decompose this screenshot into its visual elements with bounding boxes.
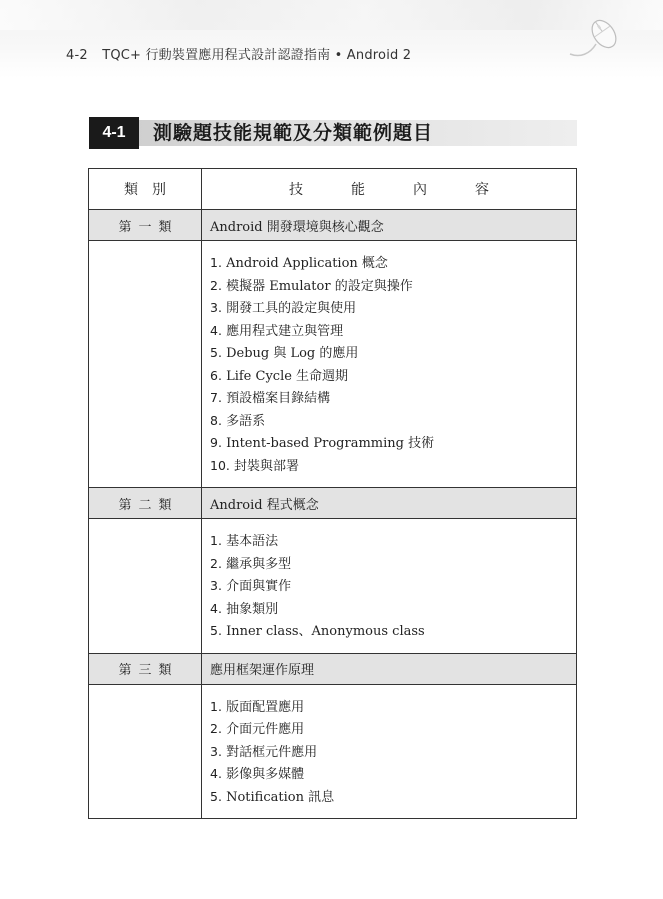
header-category: 類別 bbox=[89, 169, 202, 210]
category-name: 第一類 bbox=[89, 210, 202, 241]
category-name: 第二類 bbox=[89, 488, 202, 519]
list-item: 1. Android Application 概念 bbox=[210, 255, 388, 271]
section-title: 測驗題技能規範及分類範例題目 bbox=[153, 122, 434, 144]
header-content-char: 技 bbox=[289, 182, 303, 198]
category-row bbox=[89, 488, 577, 519]
list-item: 5. Notification 訊息 bbox=[210, 788, 335, 805]
empty-cell bbox=[89, 684, 202, 819]
category-row bbox=[89, 210, 577, 241]
list-item: 9. Intent-based Programming 技術 bbox=[210, 435, 435, 451]
page-header-band bbox=[0, 0, 663, 78]
list-item: 3. 開發工具的設定與使用 bbox=[210, 300, 357, 316]
category-items-row bbox=[89, 241, 577, 488]
skills-spec-table bbox=[88, 168, 577, 819]
list-item: 5. Debug 與 Log 的應用 bbox=[210, 345, 359, 361]
category-description: Android 程式概念 bbox=[202, 488, 577, 519]
list-item: 5. Inner class、Anonymous class bbox=[210, 623, 425, 639]
list-item: 2. 模擬器 Emulator 的設定與操作 bbox=[210, 277, 413, 294]
list-item: 6. Life Cycle 生命週期 bbox=[210, 367, 349, 384]
header-content bbox=[202, 169, 577, 210]
category-name: 第三類 bbox=[89, 653, 202, 684]
section-number-badge: 4-1 bbox=[89, 117, 139, 149]
category-description: 應用框架運作原理 bbox=[202, 653, 577, 684]
category-items-row bbox=[89, 519, 577, 654]
header-content-char: 內 bbox=[413, 182, 427, 198]
list-item: 8. 多語系 bbox=[210, 412, 266, 429]
list-item: 4. 影像與多媒體 bbox=[210, 766, 305, 782]
list-item: 4. 應用程式建立與管理 bbox=[210, 322, 344, 339]
list-item: 3. 對話框元件應用 bbox=[210, 743, 318, 760]
page-number: 4-2 bbox=[66, 48, 88, 63]
list-item: 10. 封裝與部署 bbox=[210, 457, 300, 474]
list-item: 1. 版面配置應用 bbox=[210, 698, 305, 715]
list-item: 7. 預設檔案目錄結構 bbox=[210, 390, 331, 406]
running-head bbox=[66, 44, 411, 63]
items-list bbox=[202, 684, 577, 819]
category-row bbox=[89, 653, 577, 684]
empty-cell bbox=[89, 241, 202, 488]
list-item: 2. 介面元件應用 bbox=[210, 721, 305, 737]
list-item: 3. 介面與實作 bbox=[210, 578, 292, 594]
computer-mouse-icon bbox=[566, 14, 622, 62]
list-item: 1. 基本語法 bbox=[210, 533, 279, 549]
header-content-char: 能 bbox=[351, 182, 365, 198]
table-header-row bbox=[89, 169, 577, 210]
empty-cell bbox=[89, 519, 202, 654]
category-description: Android 開發環境與核心觀念 bbox=[202, 210, 577, 241]
items-list bbox=[202, 519, 577, 654]
header-content-char: 容 bbox=[475, 182, 489, 198]
category-items-row bbox=[89, 684, 577, 819]
list-item: 2. 繼承與多型 bbox=[210, 555, 292, 572]
items-list bbox=[202, 241, 577, 488]
book-title: TQC+ 行動裝置應用程式設計認證指南 • Android 2 bbox=[102, 48, 412, 63]
list-item: 4. 抽象類別 bbox=[210, 600, 279, 617]
